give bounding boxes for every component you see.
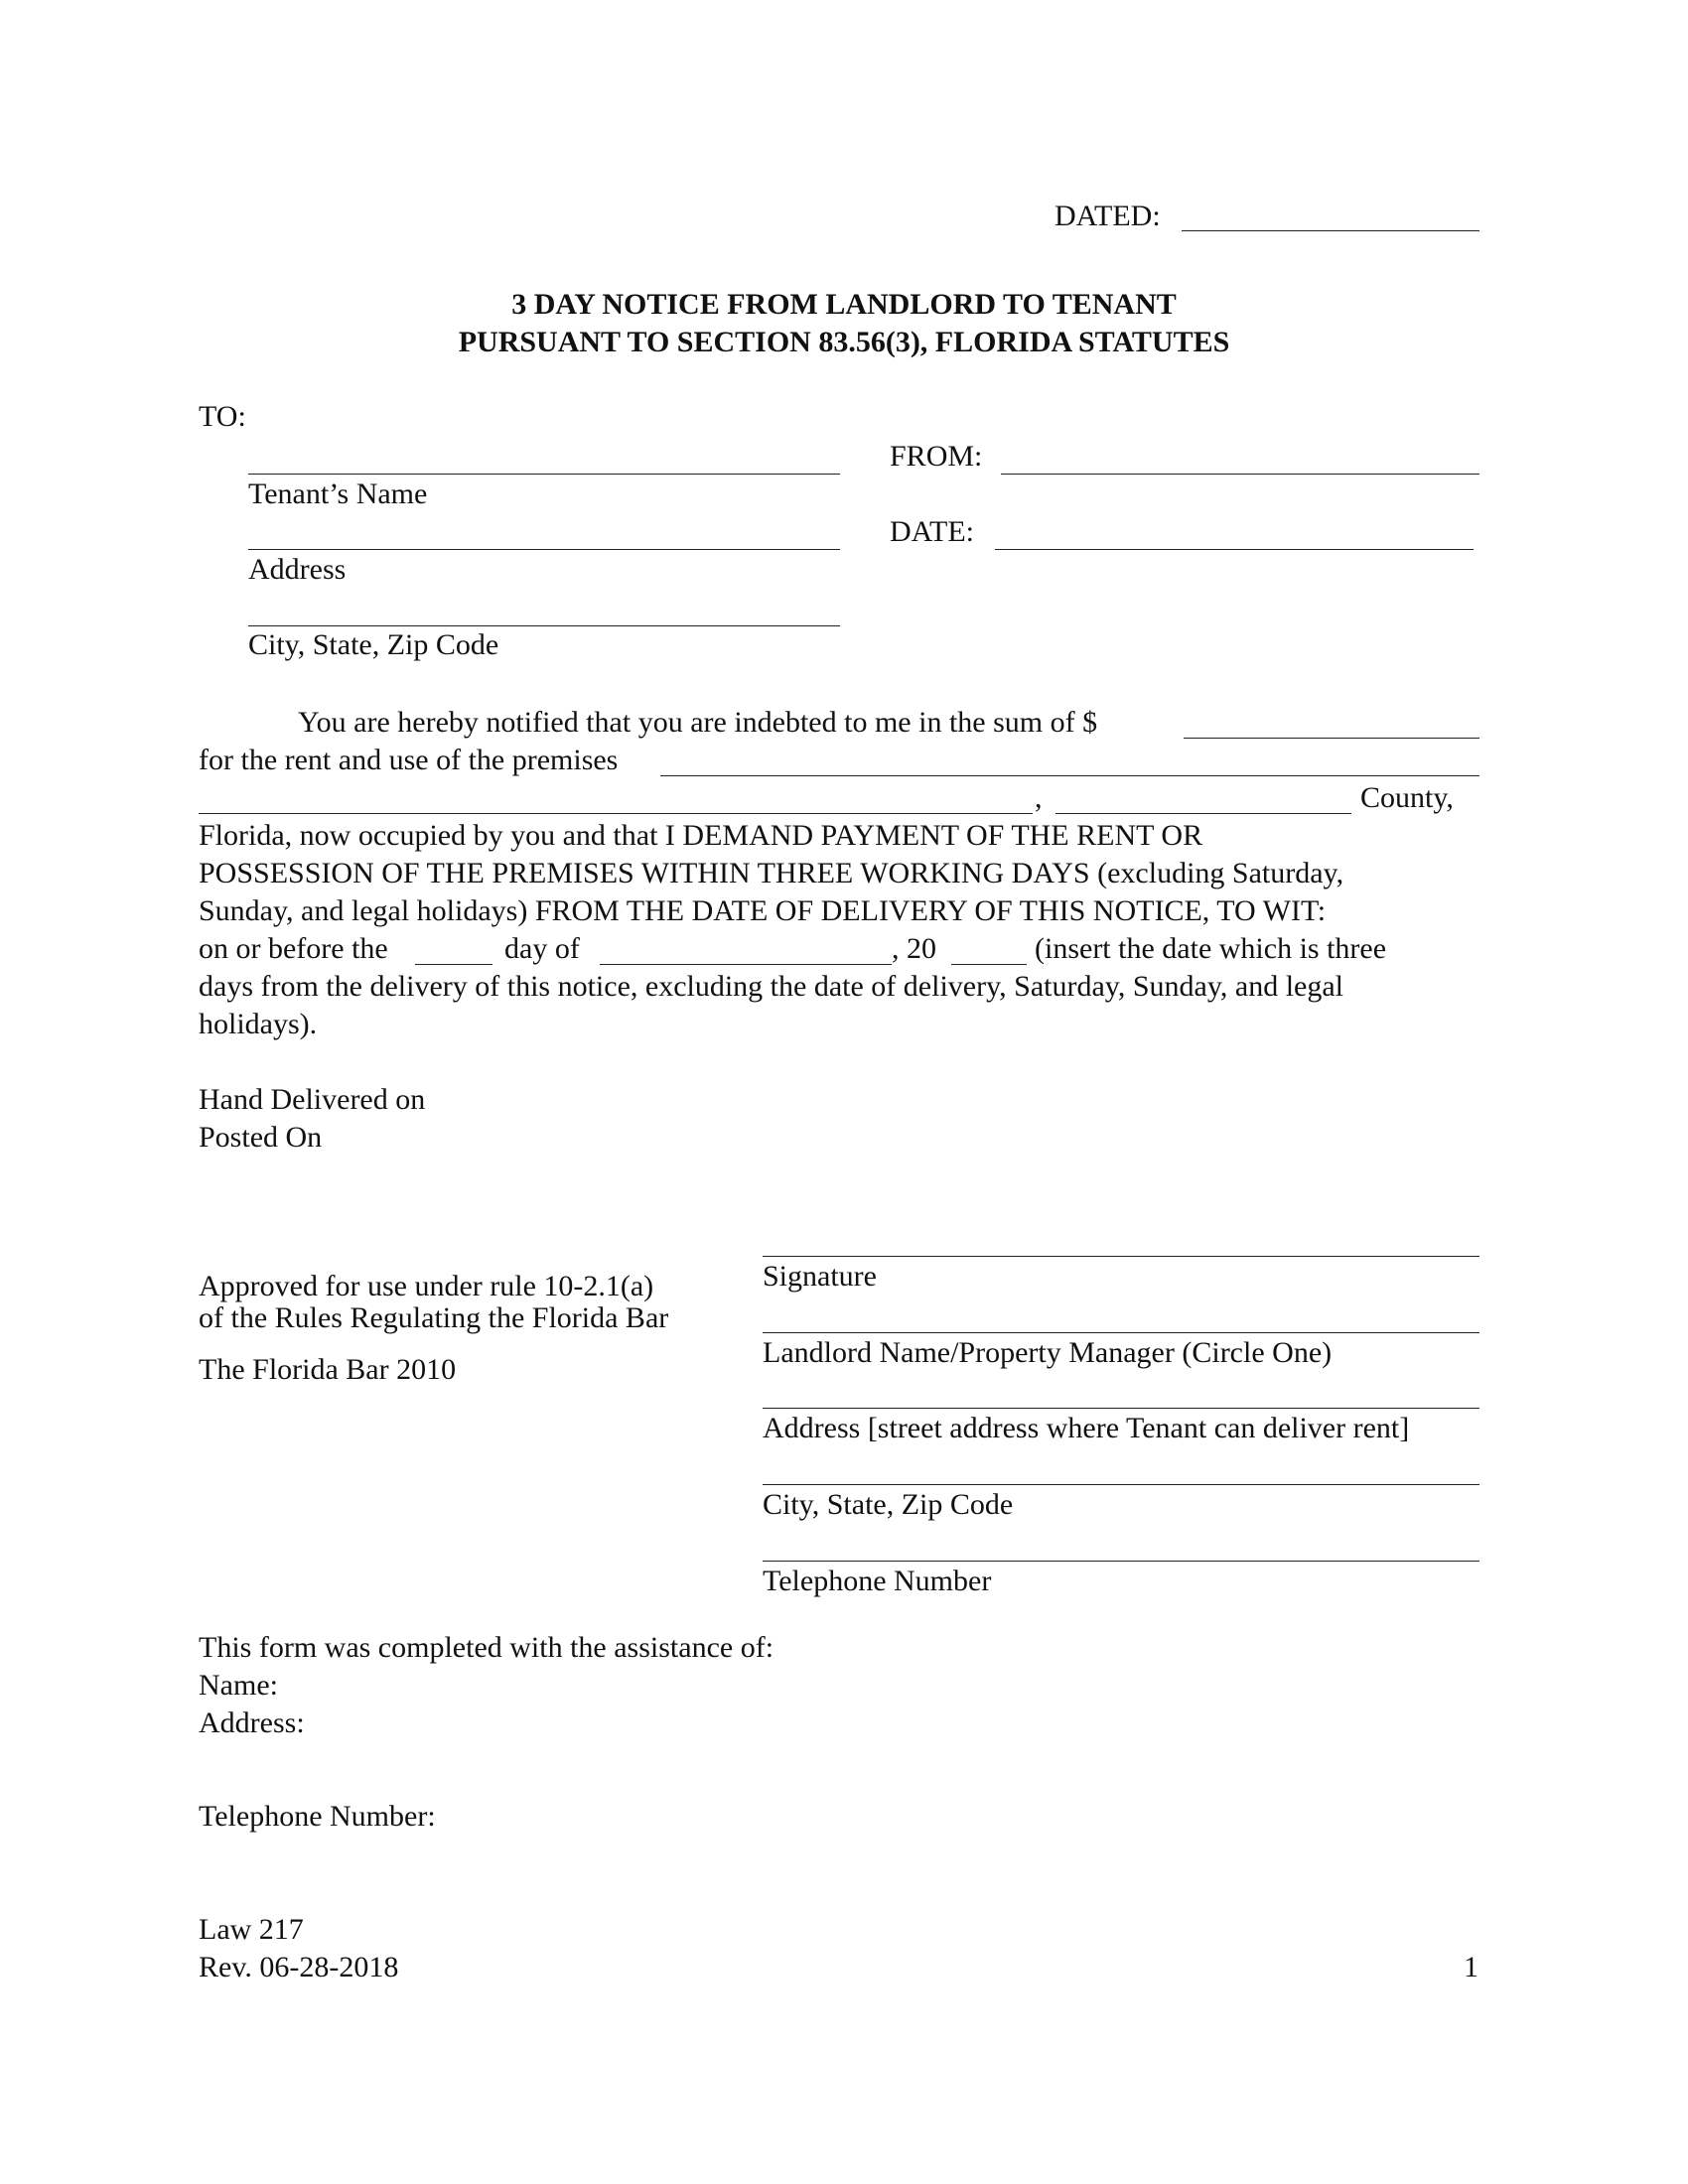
revision-date: Rev. 06-28-2018: [199, 1951, 399, 1983]
page-number: 1: [1464, 1951, 1478, 1983]
signature-label: Signature: [763, 1260, 877, 1293]
telephone-field[interactable]: [763, 1561, 1479, 1562]
approval-line-2: of the Rules Regulating the Florida Bar: [199, 1301, 669, 1334]
day-field[interactable]: [415, 964, 492, 965]
landlord-city-label: City, State, Zip Code: [763, 1488, 1014, 1521]
tenant-address-label: Address: [248, 553, 347, 586]
body-line-7-year-prefix: , 20: [892, 932, 936, 965]
comma: ,: [1035, 781, 1043, 814]
approval-line-3: The Florida Bar 2010: [199, 1353, 457, 1386]
body-line-7-end: (insert the date which is three: [1035, 932, 1387, 965]
tenant-city-field[interactable]: [248, 625, 840, 626]
body-line-7-start: on or before the: [199, 932, 388, 965]
assistance-name-label: Name:: [199, 1669, 278, 1702]
signature-field[interactable]: [763, 1256, 1479, 1257]
county-field[interactable]: [1055, 813, 1351, 814]
posted-on-label: Posted On: [199, 1121, 323, 1154]
assistance-intro: This form was completed with the assistance of:: [199, 1631, 774, 1664]
landlord-name-field[interactable]: [763, 1332, 1479, 1333]
body-line-4: Florida, now occupied by you and that I DEMAND PAYMENT OF THE RENT OR: [199, 819, 1203, 852]
tenant-address-field[interactable]: [248, 549, 840, 550]
body-line-6: Sunday, and legal holidays) FROM THE DATE OF DELIVERY OF THIS NOTICE, TO WIT:: [199, 894, 1327, 927]
body-line-9: holidays).: [199, 1008, 318, 1040]
body-line-8: days from the delivery of this notice, excluding the date of delivery, Saturday, Sunday, and legal: [199, 970, 1343, 1003]
from-label: FROM:: [890, 440, 983, 473]
dated-label: DATED:: [1055, 200, 1161, 232]
hand-delivered-label: Hand Delivered on: [199, 1083, 426, 1116]
body-line-1: You are hereby notified that you are indebted to me in the sum of $: [298, 706, 1098, 739]
date-label: DATE:: [890, 515, 974, 548]
premises-field-continued[interactable]: [199, 813, 1033, 814]
assistance-telephone-label: Telephone Number:: [199, 1800, 436, 1833]
premises-field[interactable]: [660, 775, 1479, 776]
body-line-2: for the rent and use of the premises: [199, 744, 619, 776]
from-field[interactable]: [1001, 474, 1479, 475]
to-label: TO:: [199, 400, 246, 433]
telephone-label: Telephone Number: [763, 1565, 992, 1597]
tenant-name-field[interactable]: [248, 474, 840, 475]
year-field[interactable]: [951, 964, 1027, 965]
tenant-name-label: Tenant’s Name: [248, 478, 428, 510]
landlord-address-label: Address [street address where Tenant can deliver rent]: [763, 1412, 1410, 1444]
amount-field[interactable]: [1184, 738, 1479, 739]
title-line-1: 3 DAY NOTICE FROM LANDLORD TO TENANT: [511, 288, 1177, 321]
approval-line-1: Approved for use under rule 10-2.1(a): [199, 1270, 654, 1302]
dated-field[interactable]: [1182, 230, 1479, 231]
month-field[interactable]: [600, 964, 892, 965]
assistance-address-label: Address:: [199, 1706, 305, 1739]
date-field[interactable]: [995, 549, 1474, 550]
county-label: County,: [1360, 781, 1454, 814]
landlord-name-label: Landlord Name/Property Manager (Circle One): [763, 1336, 1333, 1369]
landlord-address-field[interactable]: [763, 1408, 1479, 1409]
landlord-city-field[interactable]: [763, 1484, 1479, 1485]
body-line-7-day-of: day of: [504, 932, 580, 965]
form-id: Law 217: [199, 1913, 304, 1946]
body-line-5: POSSESSION OF THE PREMISES WITHIN THREE WORKING DAYS (excluding Saturday,: [199, 857, 1344, 889]
tenant-city-label: City, State, Zip Code: [248, 628, 499, 661]
title-line-2: PURSUANT TO SECTION 83.56(3), FLORIDA STATUTES: [458, 326, 1230, 358]
